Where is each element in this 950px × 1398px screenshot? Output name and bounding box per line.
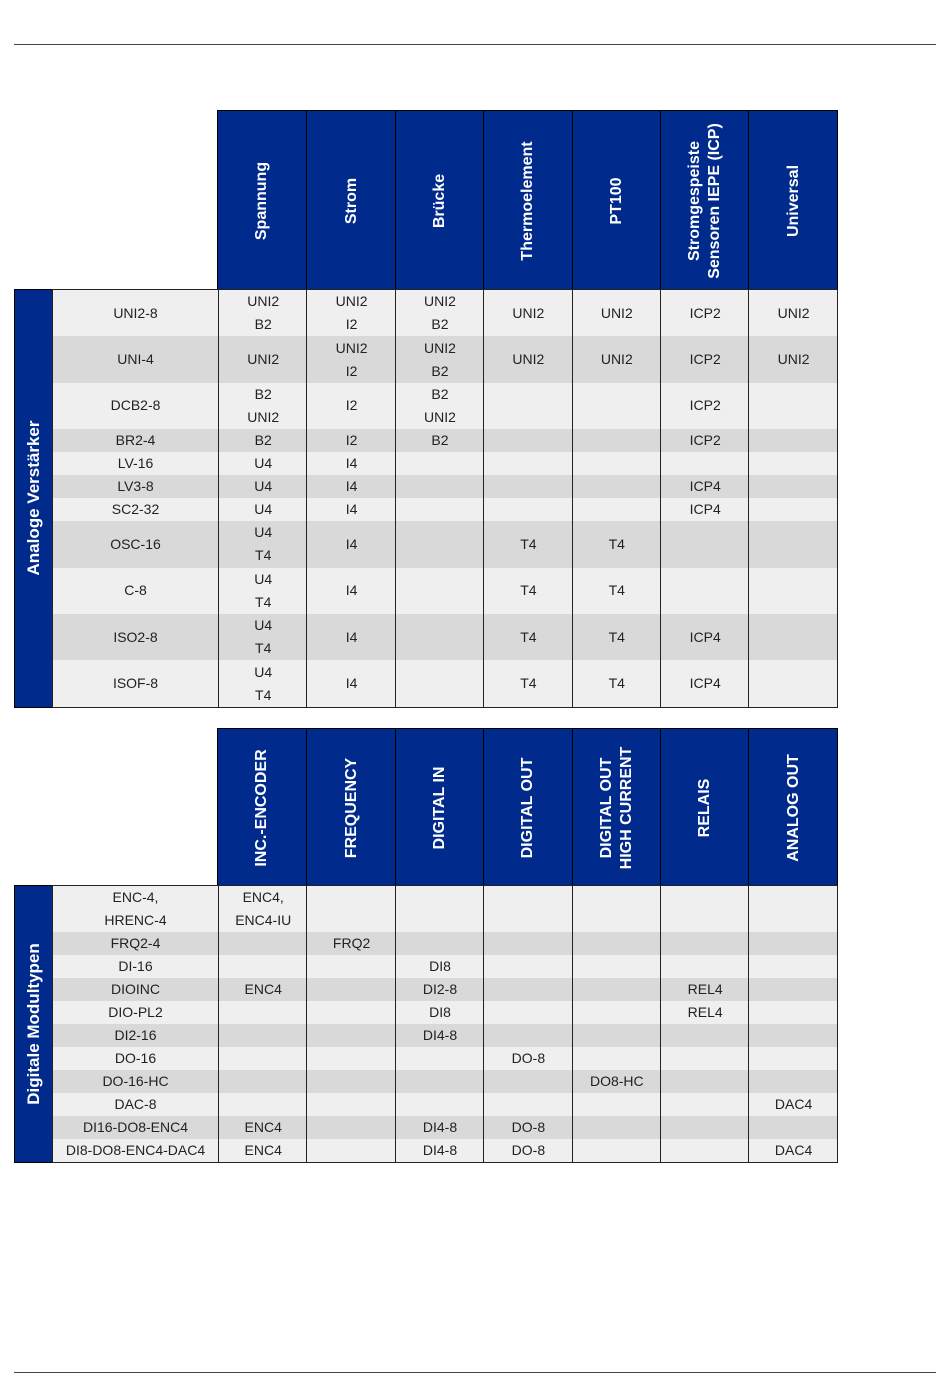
digital-column-header — [572, 729, 661, 886]
table-cell — [748, 660, 837, 706]
table-cell: U4 T4 — [218, 568, 307, 614]
analog-column-header — [572, 111, 661, 290]
table-cell — [660, 568, 749, 614]
table-cell: U4 T4 — [218, 614, 307, 660]
table-cell — [572, 1024, 661, 1047]
table-cell — [748, 568, 837, 614]
table-cell: U4 — [218, 498, 307, 521]
table-row — [53, 1024, 837, 1047]
table-cell: T4 — [572, 568, 661, 614]
table-cell — [306, 978, 395, 1001]
table-cell: ICP2 — [660, 383, 749, 429]
table-cell — [306, 955, 395, 978]
analog-column-header-label: Strom — [342, 177, 360, 224]
table-cell: UNI2 — [483, 290, 572, 336]
analog-column-header-label: PT100 — [607, 176, 625, 225]
table-cell — [306, 1001, 395, 1024]
table-cell: ICP4 — [660, 475, 749, 498]
table-cell — [306, 1024, 395, 1047]
table-row — [53, 660, 837, 706]
table-cell: UNI2 I2 — [306, 290, 395, 336]
table-cell — [483, 498, 572, 521]
row-module-name: ISOF-8 — [112, 675, 159, 692]
digital-column-header-label: DIGITAL OUT — [519, 757, 537, 858]
digital-column-header-label: ANALOG OUT — [784, 753, 802, 862]
digital-group-label: Digitale Modultypen — [24, 943, 43, 1105]
row-module-name: OSC-16 — [110, 535, 161, 552]
table-cell — [483, 886, 572, 932]
table-cell: UNI2 — [748, 336, 837, 382]
digital-column-header — [395, 729, 484, 886]
table-cell — [660, 932, 749, 955]
table-cell — [395, 498, 484, 521]
digital-column-header-label: DIGITAL OUT HIGH CURRENT — [597, 746, 635, 869]
table-cell — [660, 1139, 749, 1162]
row-module-name: DO-16-HC — [102, 1073, 169, 1090]
row-module-name: ENC-4, HRENC-4 — [104, 889, 167, 929]
table-cell — [395, 614, 484, 660]
table-cell — [572, 1001, 661, 1024]
table-cell — [395, 521, 484, 567]
table-cell: REL4 — [660, 1001, 749, 1024]
digital-column-header — [306, 729, 395, 886]
table-cell: T4 — [483, 521, 572, 567]
table-cell — [395, 475, 484, 498]
analog-column-header — [306, 111, 395, 290]
table-cell — [306, 886, 395, 932]
row-module-name: DI8-DO8-ENC4-DAC4 — [65, 1142, 206, 1159]
digital-column-header-label: RELAIS — [696, 778, 714, 837]
table-cell: T4 — [483, 568, 572, 614]
table-cell: UNI2 — [483, 336, 572, 382]
table-cell: DI8 — [395, 1001, 484, 1024]
digital-column-header-band — [217, 728, 838, 887]
table-cell — [572, 498, 661, 521]
table-cell: I4 — [306, 660, 395, 706]
analog-column-header — [483, 111, 572, 290]
table-cell — [483, 1001, 572, 1024]
row-module-name: DI2-16 — [114, 1027, 157, 1044]
table-cell: B2 UNI2 — [218, 383, 307, 429]
table-cell — [572, 383, 661, 429]
digital-column-header — [218, 729, 306, 886]
table-cell: FRQ2 — [306, 932, 395, 955]
table-cell: U4 — [218, 452, 307, 475]
table-row — [53, 1047, 837, 1070]
table-cell: ICP2 — [660, 336, 749, 382]
table-cell — [218, 1070, 307, 1093]
table-cell: ENC4 — [218, 1139, 307, 1162]
table-cell: I4 — [306, 452, 395, 475]
table-cell — [748, 429, 837, 452]
table-cell — [218, 1093, 307, 1116]
row-module-name: UNI2-8 — [113, 304, 158, 321]
table-cell: ICP4 — [660, 660, 749, 706]
table-cell: DI4-8 — [395, 1024, 484, 1047]
analog-column-header — [660, 111, 749, 290]
table-cell: B2 UNI2 — [395, 383, 484, 429]
digital-column-header — [748, 729, 837, 886]
table-cell — [748, 886, 837, 932]
table-cell — [572, 955, 661, 978]
table-cell — [660, 1024, 749, 1047]
table-cell — [572, 429, 661, 452]
digital-column-header-label: INC.-ENCODER — [253, 748, 271, 867]
analog-column-header-label: Stromgespeiste Sensoren IEPE (ICP) — [686, 122, 724, 279]
table-cell — [748, 498, 837, 521]
table-cell: UNI2 B2 — [395, 290, 484, 336]
table-cell: ICP4 — [660, 614, 749, 660]
row-module-name: C-8 — [124, 582, 147, 599]
table-cell — [748, 955, 837, 978]
table-cell: REL4 — [660, 978, 749, 1001]
table-cell — [660, 521, 749, 567]
table-cell — [483, 383, 572, 429]
table-cell — [218, 932, 307, 955]
table-row — [53, 932, 837, 955]
table-cell: U4 T4 — [218, 521, 307, 567]
table-cell: DAC4 — [748, 1093, 837, 1116]
table-cell — [395, 568, 484, 614]
table-row — [53, 978, 837, 1001]
digital-column-header-label: FREQUENCY — [342, 757, 360, 858]
row-module-name: DIO-PL2 — [108, 1004, 163, 1021]
table-cell: I4 — [306, 614, 395, 660]
row-module-name: DIOINC — [111, 981, 160, 998]
table-cell — [748, 932, 837, 955]
analog-column-header-label: Spannung — [253, 161, 271, 240]
table-cell — [395, 452, 484, 475]
table-cell — [306, 1047, 395, 1070]
table-cell — [483, 978, 572, 1001]
table-cell — [660, 452, 749, 475]
row-module-name: SC2-32 — [111, 501, 160, 518]
row-module-name: UNI-4 — [117, 351, 154, 368]
table-cell: ICP2 — [660, 290, 749, 336]
table-cell — [395, 1093, 484, 1116]
row-module-name: FRQ2-4 — [110, 935, 161, 952]
table-cell: DO-8 — [483, 1116, 572, 1139]
table-cell — [748, 1047, 837, 1070]
table-cell — [572, 886, 661, 932]
table-cell: DO-8 — [483, 1047, 572, 1070]
table-cell: UNI2 I2 — [306, 336, 395, 382]
table-cell — [395, 886, 484, 932]
analog-table-body — [52, 289, 838, 708]
table-cell — [483, 1070, 572, 1093]
table-cell — [483, 452, 572, 475]
table-cell — [748, 1116, 837, 1139]
table-cell: DI4-8 — [395, 1139, 484, 1162]
table-cell: B2 — [395, 429, 484, 452]
table-cell — [660, 955, 749, 978]
analog-column-header — [218, 111, 306, 290]
table-cell: UNI2 — [572, 336, 661, 382]
table-cell — [483, 429, 572, 452]
table-cell — [218, 1047, 307, 1070]
table-cell: UNI2 B2 — [395, 336, 484, 382]
top-rule — [14, 44, 936, 45]
table-cell — [218, 1001, 307, 1024]
row-module-name: DO-16 — [114, 1050, 157, 1067]
row-module-name: DI16-DO8-ENC4 — [82, 1119, 189, 1136]
table-row — [53, 383, 837, 429]
table-cell — [572, 978, 661, 1001]
table-row — [53, 1070, 837, 1093]
row-module-name: DCB2-8 — [110, 397, 161, 414]
table-cell — [483, 932, 572, 955]
table-cell — [483, 475, 572, 498]
table-row — [53, 955, 837, 978]
table-cell — [483, 1093, 572, 1116]
table-cell — [483, 955, 572, 978]
table-cell: ICP4 — [660, 498, 749, 521]
table-cell: I4 — [306, 521, 395, 567]
digital-column-header — [660, 729, 749, 886]
table-row — [53, 429, 837, 452]
table-cell — [748, 614, 837, 660]
table-row — [53, 498, 837, 521]
table-cell: DO-8 — [483, 1139, 572, 1162]
table-cell — [572, 452, 661, 475]
row-module-name: DI-16 — [118, 958, 153, 975]
table-cell: UNI2 B2 — [218, 290, 307, 336]
table-row — [53, 521, 837, 567]
table-cell: ENC4 — [218, 978, 307, 1001]
table-cell — [306, 1093, 395, 1116]
table-cell — [306, 1070, 395, 1093]
table-cell — [218, 955, 307, 978]
table-cell: UNI2 — [748, 290, 837, 336]
table-cell — [572, 1047, 661, 1070]
table-cell: ENC4 — [218, 1116, 307, 1139]
table-cell: U4 T4 — [218, 660, 307, 706]
table-cell — [748, 383, 837, 429]
table-row — [53, 1116, 837, 1139]
table-cell — [395, 660, 484, 706]
table-cell: ENC4, ENC4-IU — [218, 886, 307, 932]
digital-group-label-band — [14, 885, 54, 1163]
table-cell: T4 — [572, 521, 661, 567]
table-cell — [748, 1070, 837, 1093]
table-row — [53, 452, 837, 475]
table-cell — [572, 932, 661, 955]
table-row — [53, 290, 837, 336]
bottom-rule — [14, 1372, 936, 1373]
analog-group-label: Analoge Verstärker — [24, 420, 43, 576]
table-row — [53, 1139, 837, 1162]
table-cell — [660, 1093, 749, 1116]
table-cell: ICP2 — [660, 429, 749, 452]
digital-table-body — [52, 885, 838, 1163]
analog-column-header-label: Universal — [784, 164, 802, 237]
table-cell — [572, 475, 661, 498]
row-module-name: DAC-8 — [114, 1096, 157, 1113]
table-cell — [660, 1070, 749, 1093]
table-cell — [660, 1116, 749, 1139]
table-cell — [306, 1116, 395, 1139]
table-row — [53, 336, 837, 382]
table-cell — [572, 1093, 661, 1116]
analog-column-header-label: Thermoelement — [519, 140, 537, 261]
table-cell: B2 — [218, 429, 307, 452]
table-cell — [395, 1047, 484, 1070]
table-row — [53, 614, 837, 660]
row-module-name: LV3-8 — [117, 478, 154, 495]
table-cell — [395, 1070, 484, 1093]
table-cell: I4 — [306, 498, 395, 521]
table-cell — [748, 1001, 837, 1024]
table-cell — [483, 1024, 572, 1047]
table-cell — [748, 452, 837, 475]
table-cell: T4 — [483, 614, 572, 660]
table-cell — [660, 886, 749, 932]
analog-column-header-band — [217, 110, 838, 291]
table-cell — [748, 1024, 837, 1047]
table-row — [53, 886, 837, 932]
table-row — [53, 568, 837, 614]
table-cell: UNI2 — [218, 336, 307, 382]
row-module-name: LV-16 — [117, 455, 154, 472]
analog-column-header — [748, 111, 837, 290]
table-cell: T4 — [572, 660, 661, 706]
table-cell — [748, 521, 837, 567]
table-cell: I2 — [306, 429, 395, 452]
table-cell — [660, 1047, 749, 1070]
table-cell — [306, 1139, 395, 1162]
table-cell: UNI2 — [572, 290, 661, 336]
analog-column-header — [395, 111, 484, 290]
table-cell — [748, 475, 837, 498]
table-cell: DI2-8 — [395, 978, 484, 1001]
table-cell: T4 — [483, 660, 572, 706]
table-cell: DI4-8 — [395, 1116, 484, 1139]
table-row — [53, 1001, 837, 1024]
table-cell — [395, 932, 484, 955]
digital-column-header — [483, 729, 572, 886]
table-cell: DAC4 — [748, 1139, 837, 1162]
table-cell — [572, 1116, 661, 1139]
analog-group-label-band — [14, 289, 54, 708]
table-cell: I4 — [306, 568, 395, 614]
table-cell: I4 — [306, 475, 395, 498]
table-cell — [218, 1024, 307, 1047]
table-cell: DO8-HC — [572, 1070, 661, 1093]
table-row — [53, 1093, 837, 1116]
table-cell: U4 — [218, 475, 307, 498]
table-cell: DI8 — [395, 955, 484, 978]
row-module-name: ISO2-8 — [113, 628, 158, 645]
table-cell — [748, 978, 837, 1001]
table-cell — [572, 1139, 661, 1162]
digital-column-header-label: DIGITAL IN — [430, 766, 448, 849]
table-cell: I2 — [306, 383, 395, 429]
table-cell: T4 — [572, 614, 661, 660]
analog-column-header-label: Brücke — [430, 173, 448, 228]
row-module-name: BR2-4 — [115, 432, 156, 449]
table-row — [53, 475, 837, 498]
